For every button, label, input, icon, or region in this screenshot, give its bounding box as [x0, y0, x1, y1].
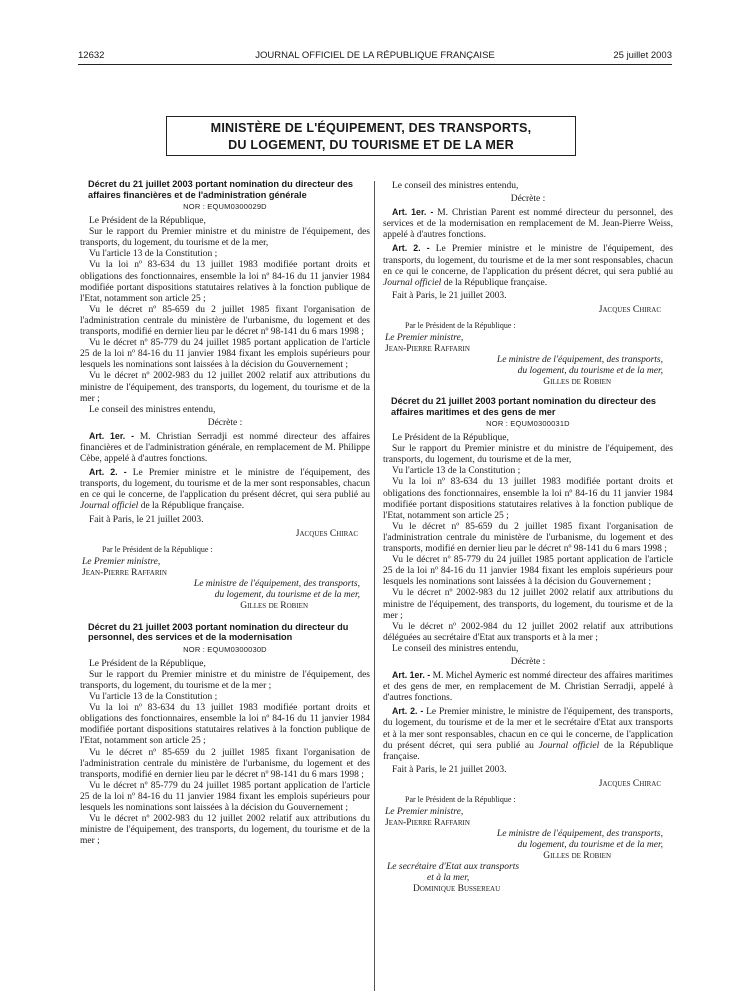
decree-1	[80, 179, 370, 612]
journal-officiel: Journal officiel	[538, 740, 600, 751]
decree-2-continued	[383, 181, 673, 388]
article-text-end: de la République française.	[138, 501, 245, 512]
president-signature: Jacques Chirac	[295, 528, 358, 539]
secretary-title: Le secrétaire d'Etat aux transports	[387, 861, 520, 872]
paragraph: Le conseil des ministres entendu,	[89, 404, 216, 415]
paragraph: Vu le décret nº 85-779 du 24 juillet 1985 portant application de l'article 25 de la loi nº 84-16 du 11 janvier 1984 fixant les emplois supérieurs pour lesquels les nominations sont laissées à la décision du Gouvernement ;	[383, 555, 673, 588]
paragraph: Vu le décret nº 85-659 du 2 juillet 1985 fixant l'organisation de l'administration centrale du ministère de l'urbanisme, du logement et des transports, modifié en dernier lieu par le décret nº 98-141 du 6 mars 1998 ;	[80, 747, 370, 780]
minister-title: Le ministre de l'équipement, des transports,	[496, 355, 663, 366]
pm-title: Le Premier ministre,	[82, 556, 161, 567]
paragraph: Vu la loi nº 83-634 du 13 juillet 1983 modifiée portant droits et obligations des fonctionnaires, ensemble la loi nº 84-16 du 11 janvier 1984 modifiée portant dispositions statutaires relatives à la fonction publique de l'Etat, notamment son article 25 ;	[80, 260, 370, 304]
pm-title: Le Premier ministre,	[385, 333, 464, 344]
secretary-title: et à la mer,	[427, 872, 470, 883]
minister-title: du logement, du tourisme et de la mer,	[214, 589, 360, 600]
article-text: M. Michel Aymeric est nommé directeur des affaires maritimes et des gens de mer, en remplacement de M. Christian Serradji, appelé à d'autres fonctions.	[383, 671, 673, 704]
issue-date: 25 juillet 2003	[613, 50, 672, 61]
pm-signature: Jean-Pierre Raffarin	[385, 344, 470, 355]
done-at: Fait à Paris, le 21 juillet 2003.	[392, 290, 507, 301]
secretary-signature: Dominique Bussereau	[413, 883, 501, 894]
paragraph: Sur le rapport du Premier ministre et du ministre de l'équipement, des transports, du logement, du tourisme et de la mer ;	[80, 669, 370, 691]
paragraph: Le conseil des ministres entendu,	[392, 643, 519, 654]
paragraph: Vu l'article 13 de la Constitution ;	[89, 692, 218, 703]
article-label: Art. 2. -	[392, 243, 430, 254]
paragraph: Vu la loi nº 83-634 du 13 juillet 1983 modifiée portant droits et obligations des fonctionnaires, ensemble la loi nº 84-16 du 11 janvier 1984 modifiée portant dispositions statutaires relatives à la fonction publique de l'Etat, notamment son article 25 ;	[383, 477, 673, 521]
paragraph: Sur le rapport du Premier ministre et du ministre de l'équipement, des transports, du logement, du tourisme et de la mer,	[80, 227, 370, 249]
article-text-end: de la République française.	[441, 277, 548, 288]
president-signature: Jacques Chirac	[598, 304, 661, 315]
journal-officiel: Journal officiel	[383, 277, 442, 288]
paragraph: Vu la loi nº 83-634 du 13 juillet 1983 modifiée portant droits et obligations des fonctionnaires, ensemble la loi nº 84-16 du 11 janvier 1984 modifiée portant dispositions statutaires relatives à la fonction publique de l'Etat, notamment son article 25 ;	[80, 703, 370, 747]
paragraph: Le conseil des ministres entendu,	[392, 181, 519, 191]
decree-title: Décret du 21 juillet 2003 portant nomination du directeur du personnel, des services et de la modernisation	[88, 621, 349, 643]
page-header	[78, 50, 672, 64]
paragraph: Vu l'article 13 de la Constitution ;	[392, 466, 521, 477]
header-rule	[78, 64, 672, 65]
journal-title: JOURNAL OFFICIEL DE LA RÉPUBLIQUE FRANÇAISE	[255, 50, 495, 61]
journal-officiel: Journal officiel	[80, 501, 139, 512]
decree-title: Décret du 21 juillet 2003 portant nomination du directeur des affaires financières et de l'administration générale	[88, 179, 353, 200]
decrete: Décrète :	[510, 656, 546, 667]
article-label: Art. 2. -	[392, 706, 424, 717]
paragraph: Vu le décret nº 2002-983 du 12 juillet 2002 relatif aux attributions du ministre de l'équipement, des transports, du logement, du tourisme et de la mer ;	[80, 371, 370, 404]
nor-reference: NOR : EQUM0300030D	[183, 644, 267, 654]
by-president: Par le Président de la République :	[405, 795, 516, 804]
section-spacer	[80, 612, 370, 622]
article-label: Art. 2. -	[89, 467, 127, 478]
article-2	[383, 706, 673, 762]
paragraph: Vu le décret nº 85-659 du 2 juillet 1985 fixant l'organisation de l'administration centrale du ministère de l'urbanisme, du logement et des transports, modifié en dernier lieu par le décret nº 98-141 du 6 mars 1998 ;	[80, 304, 370, 338]
paragraph: Le Président de la République,	[392, 433, 509, 444]
paragraph: Vu le décret nº 2002-984 du 12 juillet 2002 relatif aux attributions déléguées au secrétaire d'Etat aux transports et à la mer ;	[383, 621, 673, 643]
paragraph: Vu le décret nº 85-779 du 24 juillet 1985 portant application de l'article 25 de la loi nº 84-16 du 11 janvier 1984 fixant les emplois supérieurs pour lesquels les nominations sont laissées à la décision du Gouvernement ;	[80, 338, 370, 371]
article-label: Art. 1er. -	[392, 670, 431, 681]
section-spacer	[383, 388, 673, 396]
decrete: Décrète :	[207, 417, 243, 428]
minister-signature: Gilles de Robien	[543, 376, 611, 387]
article-text: M. Christian Parent est nommé directeur du personnel, des services et de la modernisation en remplacement de M. Jean-Pierre Weiss, appelé à d'autres fonctions.	[383, 208, 674, 241]
page-number: 12632	[78, 50, 105, 61]
decree-title: Décret du 21 juillet 2003 portant nomination du directeur des affaires maritimes et des gens de mer	[391, 396, 656, 417]
article-text: Le Premier ministre et le ministre de l'équipement, des transports, du logement, du tourisme et de la mer sont responsables, chacun en ce qui le concerne, de l'application du présent décret, qui sera publié au	[80, 468, 370, 501]
paragraph: Sur le rapport du Premier ministre et du ministre de l'équipement, des transports, du logement, du tourisme et de la mer,	[383, 444, 673, 466]
paragraph: Vu l'article 13 de la Constitution ;	[89, 249, 218, 260]
decrete: Décrète :	[510, 194, 546, 205]
paragraph: Le Président de la République,	[89, 216, 206, 227]
paragraph: Vu le décret nº 85-779 du 24 juillet 1985 portant application de l'article 25 de la loi nº 84-16 du 11 janvier 1984 fixant les emplois supérieurs pour lesquels les nominations sont laissées à la décision du Gouvernement ;	[80, 780, 370, 813]
article-2	[383, 243, 673, 288]
paragraph: Vu le décret nº 2002-983 du 12 juillet 2002 relatif aux attributions du ministre de l'équipement, des transports, du logement, du tourisme et de la mer ;	[80, 814, 370, 847]
decree-2	[80, 622, 370, 848]
column-divider	[374, 181, 375, 991]
article-2	[80, 467, 370, 512]
article-label: Art. 1er. -	[392, 207, 434, 218]
pm-signature: Jean-Pierre Raffarin	[385, 818, 470, 829]
article-text: M. Christian Serradji est nommé directeur des affaires financières et de l'administration générale, en remplacement de M. Philippe Cèbe, appelé à d'autres fonctions.	[80, 431, 371, 465]
paragraph: Vu le décret nº 85-659 du 2 juillet 1985 fixant l'organisation de l'administration centrale du ministère de l'urbanisme, du logement et des transports, modifié en dernier lieu par le décret nº 98-141 du 6 mars 1998 ;	[383, 521, 673, 555]
paragraph: Vu le décret nº 2002-983 du 12 juillet 2002 relatif aux attributions du ministre de l'équipement, des transports, du logement, du tourisme et de la mer ;	[383, 588, 673, 621]
minister-title: Le ministre de l'équipement, des transports,	[496, 829, 663, 840]
article-text: Le Premier ministre, le ministre de l'équipement, des transports, du logement, du tourisme et de la mer et le secrétaire d'Etat aux transports et à la mer sont responsables, chacun en ce qui le concerne, de l'application du présent décret, qui sera publié au	[383, 707, 674, 751]
minister-signature: Gilles de Robien	[240, 600, 308, 611]
ministry-title-line1: MINISTÈRE DE L'ÉQUIPEMENT, DES TRANSPORTS,	[210, 121, 532, 135]
done-at: Fait à Paris, le 21 juillet 2003.	[392, 764, 507, 775]
article-1	[383, 207, 673, 241]
paragraph: Le Président de la République,	[89, 658, 206, 669]
article-text-end: de la République française.	[383, 740, 673, 762]
by-president: Par le Président de la République :	[102, 544, 213, 554]
ministry-title-line2: DU LOGEMENT, DU TOURISME ET DE LA MER	[228, 138, 514, 152]
minister-title: Le ministre de l'équipement, des transports,	[193, 579, 360, 589]
done-at: Fait à Paris, le 21 juillet 2003.	[89, 514, 204, 525]
article-label: Art. 1er. -	[89, 430, 135, 441]
nor-reference: NOR : EQUM0300031D	[486, 419, 570, 428]
decree-3	[383, 396, 673, 895]
ministry-title-box	[166, 116, 576, 156]
pm-title: Le Premier ministre,	[385, 807, 464, 818]
by-president: Par le Président de la République :	[405, 321, 516, 331]
nor-reference: NOR : EQUM0300029D	[183, 202, 267, 211]
article-1	[383, 670, 673, 704]
article-text: Le Premier ministre et le ministre de l'équipement, des transports, du logement, du tourisme et de la mer sont responsables, chacun en ce qui le concerne, de l'application du présent décret, qui sera publié au	[383, 244, 673, 277]
minister-title: du logement, du tourisme et de la mer,	[517, 366, 663, 377]
article-1	[80, 431, 370, 465]
left-column	[80, 179, 370, 847]
president-signature: Jacques Chirac	[598, 778, 661, 789]
pm-signature: Jean-Pierre Raffarin	[82, 567, 167, 578]
minister-title: du logement, du tourisme et de la mer,	[517, 840, 663, 851]
minister-signature: Gilles de Robien	[543, 850, 611, 861]
right-column	[383, 181, 673, 895]
